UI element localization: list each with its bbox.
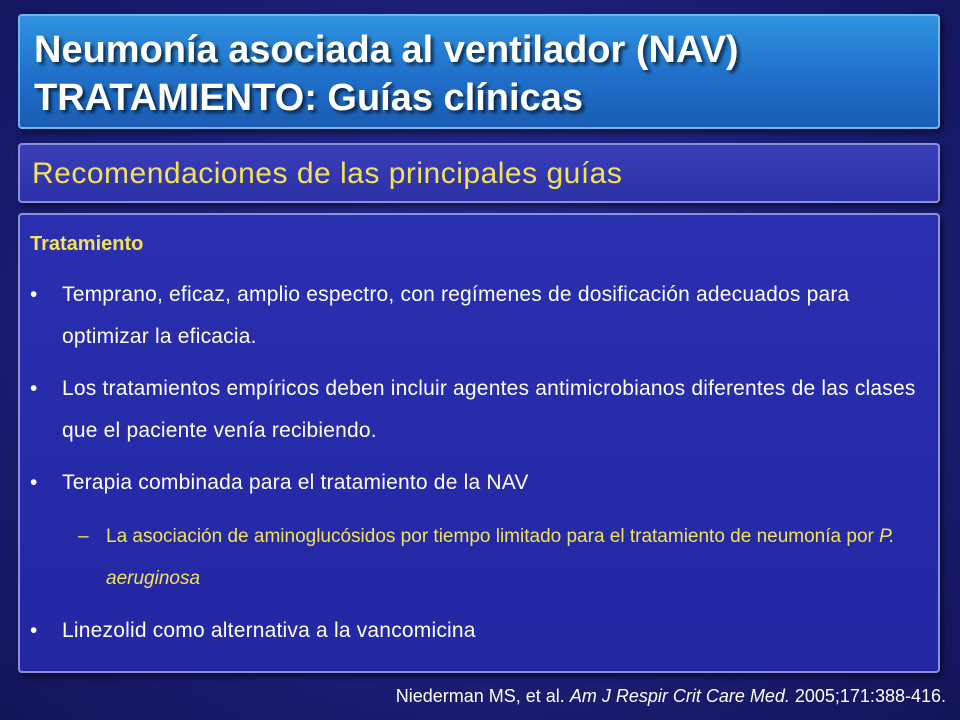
title-banner bbox=[18, 14, 940, 129]
bullet-item-3: Terapia combinada para el tratamiento de la NAV bbox=[62, 471, 529, 494]
bullet-item-4: Linezolid como alternativa a la vancomicina bbox=[62, 619, 476, 642]
bullet-marker: • bbox=[30, 471, 38, 494]
sub-item bbox=[106, 516, 906, 600]
citation-details: 2005;171:388-416. bbox=[789, 686, 946, 706]
citation-authors: Niederman MS, et al. bbox=[395, 686, 570, 706]
sub-item-text: La asociación de aminoglucósidos por tiempo limitado para el tratamiento de neumonía por bbox=[106, 526, 880, 547]
bullet-item-1: Temprano, eficaz, amplio espectro, con regímenes de dosificación adecuados para optimizar la eficacia. bbox=[62, 283, 850, 348]
subtitle-banner bbox=[18, 143, 940, 203]
bullet-marker: • bbox=[30, 619, 38, 642]
slide-title-line-2: TRATAMIENTO: Guías clínicas bbox=[34, 77, 583, 119]
citation-journal: Am J Respir Crit Care Med. bbox=[569, 686, 790, 706]
sub-item-dash: – bbox=[78, 526, 89, 547]
species-name: P. aeruginosa bbox=[106, 526, 895, 589]
citation bbox=[396, 684, 946, 708]
slide-title-line-1: Neumonía asociada al ventilador (NAV) bbox=[34, 29, 739, 71]
section-heading: Tratamiento bbox=[30, 233, 144, 255]
bullet-item-2: Los tratamientos empíricos deben incluir agentes antimicrobianos diferentes de las clases que el paciente venía recibiendo. bbox=[62, 377, 916, 442]
slide-subtitle: Recomendaciones de las principales guías bbox=[32, 157, 623, 190]
bullet-marker: • bbox=[30, 283, 38, 306]
bullet-marker: • bbox=[30, 377, 38, 400]
content-panel bbox=[18, 213, 940, 673]
